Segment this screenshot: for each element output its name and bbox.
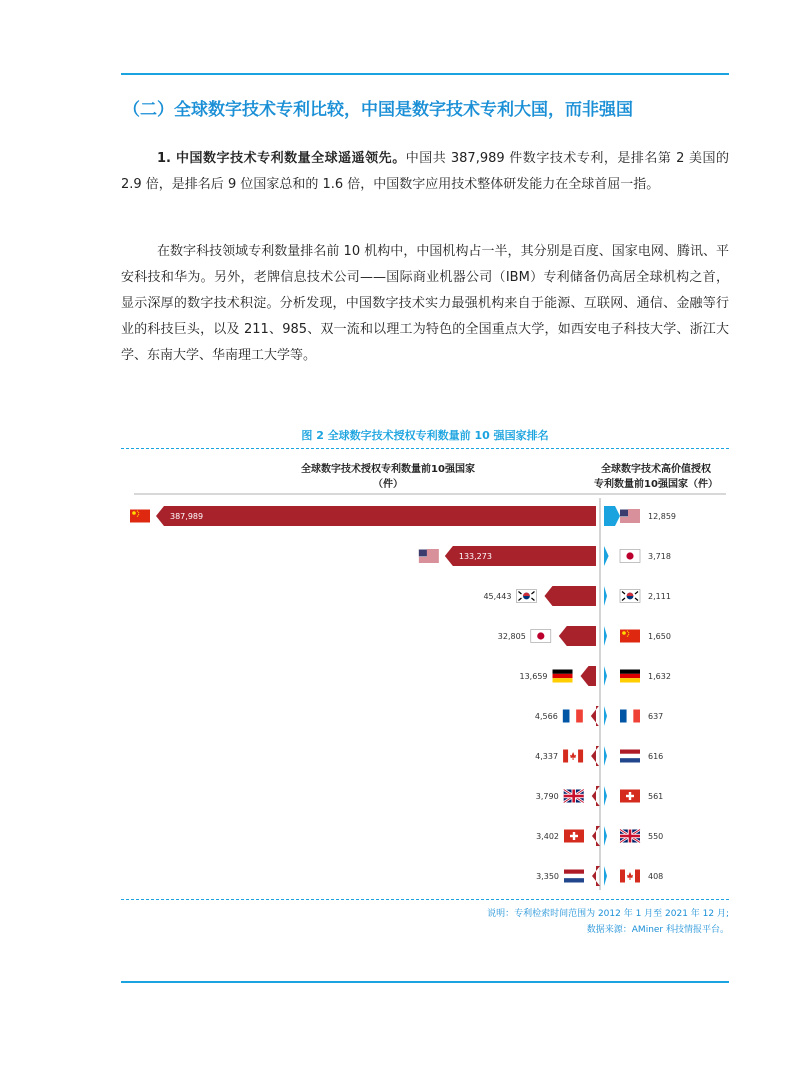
section-heading: （二）全球数字技术专利比较，中国是数字技术专利大国，而非强国	[123, 100, 633, 120]
left-bar-fr	[591, 706, 599, 726]
left-bar-cn	[156, 506, 596, 526]
right-bar-ca	[604, 866, 607, 886]
flag-de-left-icon	[553, 670, 573, 683]
left-bar-kr	[544, 586, 596, 606]
right-bar-ch	[604, 786, 607, 806]
right-value-label: 2,111	[648, 592, 671, 601]
paragraph-2: 在数字科技领域专利数量排名前 10 机构中，中国机构占一半，其分别是百度、国家电网、腾讯、平安科技和华为。另外，老牌信息技术公司——国际商业机器公司（IBM）专利储备仍高居全球机构之首，显示深厚的数字技术积淀。分析发现，中国数字技术实力最强机构来自于能源、互联网、通信、金融等行业的科技巨头，以及 211、985、双一流和以理工为特色的全国重点大学，如西安电子科技大学、浙江大学、东南大学、华南理工大学等。	[121, 244, 729, 363]
left-value-label: 4,566	[534, 712, 558, 721]
paragraph-1-lead: 1. 中国数字技术专利数量全球遥遥领先。	[157, 151, 406, 166]
flag-ch-left-icon	[564, 830, 584, 843]
paragraph-1-body: 中国共 387,989 件数字技术专利，是排名第 2 美国的 2.9 倍，是排名后 9 位国家总和的 1.6 倍，中国数字应用技术整体研发能力在全球首屈一指。	[121, 151, 730, 192]
left-bar-ca	[591, 746, 599, 766]
left-bar-jp	[559, 626, 596, 646]
figure-title: 图 2 全球数字技术授权专利数量前 10 强国家排名	[301, 429, 549, 442]
right-value-label: 12,859	[648, 512, 676, 521]
left-value-label: 387,989	[170, 512, 204, 521]
flag-ch-right-icon	[620, 790, 640, 803]
left-value-label: 3,790	[535, 792, 559, 801]
left-value-label: 45,443	[483, 592, 512, 601]
note-line-1: 说明：专利检索时间范围为 2012 年 1 月至 2021 年 12 月;	[487, 909, 729, 919]
right-header-line1: 全球数字技术高价值授权	[601, 464, 711, 475]
flag-cn-right-icon	[620, 630, 640, 643]
right-value-label: 637	[648, 712, 664, 721]
flag-kr-left-icon	[516, 590, 536, 603]
right-bar-kr	[604, 586, 607, 606]
flag-ca-right-icon	[620, 870, 640, 883]
flag-nl-left-icon	[564, 870, 584, 883]
left-value-label: 32,805	[497, 632, 526, 641]
flag-us-right-icon	[620, 510, 640, 523]
flag-kr-right-icon	[620, 590, 640, 603]
left-bar-ch	[592, 826, 600, 846]
bottom-rule	[121, 981, 729, 983]
left-value-label: 3,402	[536, 832, 559, 841]
flag-gb-right-icon	[620, 830, 640, 843]
right-value-label: 1,650	[648, 632, 671, 641]
right-bar-us	[604, 506, 620, 526]
right-bar-jp	[604, 546, 609, 566]
right-bar-nl	[604, 746, 607, 766]
flag-fr-right-icon	[620, 710, 640, 723]
right-value-label: 3,718	[648, 552, 671, 561]
flag-jp-left-icon	[531, 630, 551, 643]
flag-cn-left-icon	[130, 510, 150, 523]
right-header-line2: 专利数量前10强国家（件）	[594, 479, 718, 490]
figure-note	[487, 906, 729, 938]
flag-de-right-icon	[620, 670, 640, 683]
flag-us-left-icon	[419, 550, 439, 563]
flag-ca-left-icon	[563, 750, 583, 763]
right-value-label: 408	[648, 872, 664, 881]
right-value-label: 550	[648, 832, 664, 841]
right-value-label: 1,632	[648, 672, 671, 681]
left-header-line1: 全球数字技术授权专利数量前10强国家	[301, 464, 475, 475]
left-header-line2: （件）	[373, 479, 403, 490]
note-line-2: 数据来源：AMiner 科技情报平台。	[586, 925, 729, 935]
left-value-label: 13,659	[519, 672, 548, 681]
flag-jp-right-icon	[620, 550, 640, 563]
left-value-label: 133,273	[458, 552, 492, 561]
left-bar-nl	[592, 866, 600, 886]
left-bar-gb	[592, 786, 600, 806]
right-bar-gb	[604, 826, 607, 846]
right-bar-fr	[604, 706, 607, 726]
flag-gb-left-icon	[564, 790, 584, 803]
left-value-label: 4,337	[535, 752, 559, 761]
right-bar-de	[604, 666, 607, 686]
left-bar-de	[581, 666, 596, 686]
figure-bottom-divider	[121, 899, 729, 900]
left-value-label: 3,350	[536, 872, 559, 881]
flag-nl-right-icon	[620, 750, 640, 763]
right-value-label: 616	[648, 752, 664, 761]
right-bar-cn	[604, 626, 607, 646]
right-value-label: 561	[648, 792, 664, 801]
flag-fr-left-icon	[563, 710, 583, 723]
